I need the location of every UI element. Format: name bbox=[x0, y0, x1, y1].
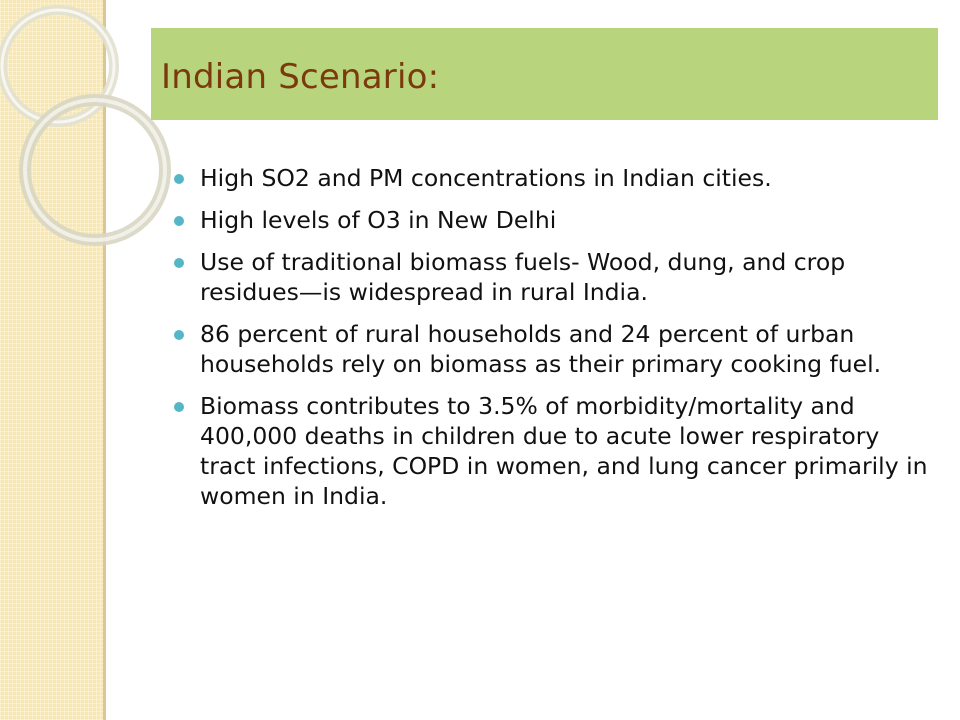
bullet-text: 86 percent of rural households and 24 percent of urban households rely on biomass as their primary cooking fuel. bbox=[200, 320, 882, 378]
bullet-marker-icon bbox=[174, 402, 184, 412]
bullet-text: High levels of O3 in New Delhi bbox=[200, 206, 557, 234]
bullet-item bbox=[200, 205, 930, 235]
bullet-text: Biomass contributes to 3.5% of morbidity/mortality and 400,000 deaths in children due to acute lower respiratory tract infections, COPD in women, and lung cancer primarily in women in India. bbox=[200, 392, 928, 510]
bullet-item bbox=[200, 247, 930, 307]
bullet-text: Use of traditional biomass fuels- Wood, dung, and crop residues—is widespread in rural India. bbox=[200, 248, 846, 306]
bullet-item bbox=[200, 319, 930, 379]
bullet-marker-icon bbox=[174, 258, 184, 268]
bullet-item bbox=[200, 391, 930, 511]
bullet-marker-icon bbox=[174, 216, 184, 226]
bullet-list bbox=[200, 163, 930, 523]
bullet-marker-icon bbox=[174, 330, 184, 340]
bullet-text: High SO2 and PM concentrations in Indian cities. bbox=[200, 164, 772, 192]
bullet-item bbox=[200, 163, 930, 193]
bullet-marker-icon bbox=[174, 174, 184, 184]
slide-title: Indian Scenario: bbox=[161, 57, 440, 97]
